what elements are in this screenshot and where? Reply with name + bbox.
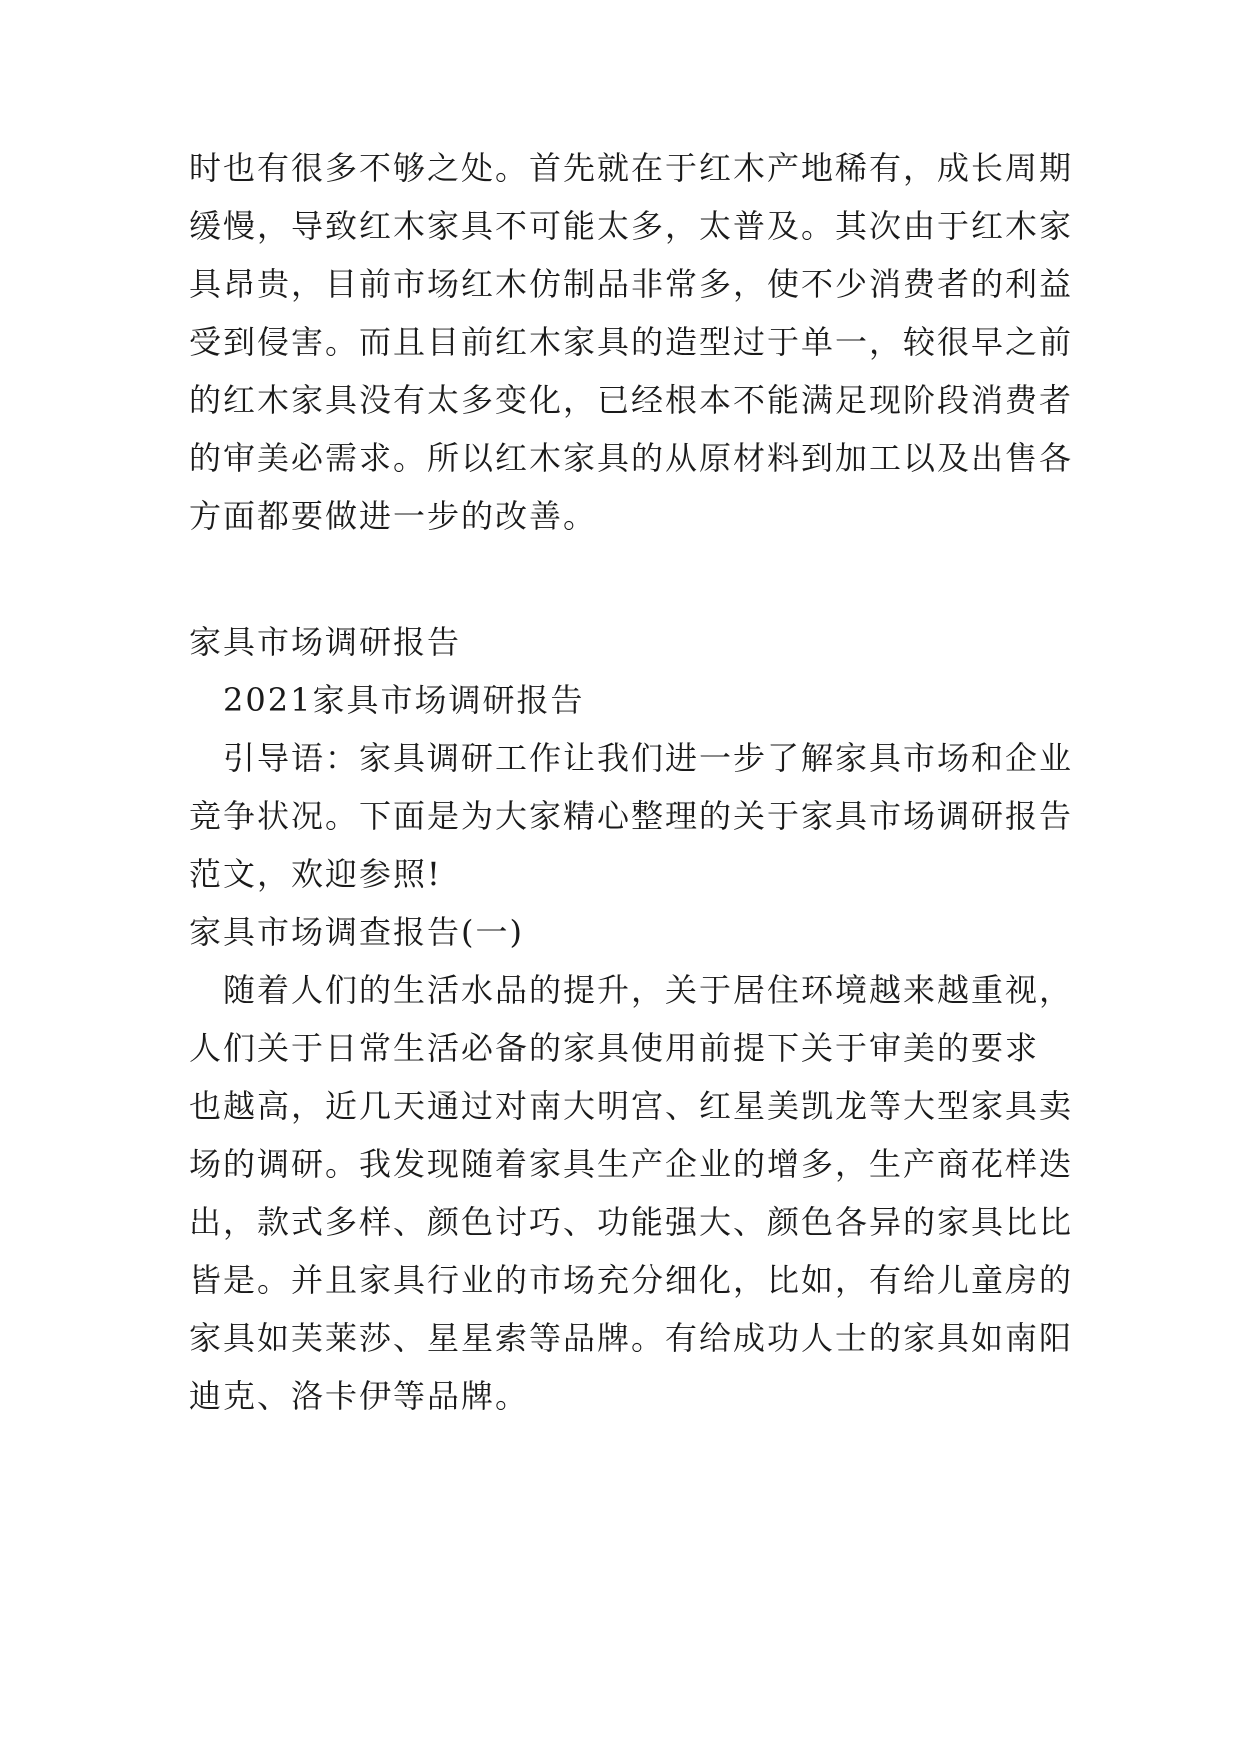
paragraph-line: 场的调研。我发现随着家具生产企业的增多，生产商花样迭 bbox=[189, 1145, 1074, 1183]
paragraph-line: 出，款式多样、颜色讨巧、功能强大、颜色各异的家具比比 bbox=[189, 1203, 1074, 1241]
sub-title: 家具市场调查报告(一) bbox=[189, 913, 524, 951]
paragraph-line: 皆是。并且家具行业的市场充分细化，比如，有给儿童房的 bbox=[189, 1261, 1074, 1299]
paragraph-line: 家具如芙莱莎、星星索等品牌。有给成功人士的家具如南阳 bbox=[189, 1319, 1074, 1357]
paragraph-line: 也越高，近几天通过对南大明宫、红星美凯龙等大型家具卖 bbox=[189, 1087, 1074, 1125]
intro-line: 引导语：家具调研工作让我们进一步了解家具市场和企业 bbox=[223, 739, 1074, 777]
paragraph-line: 的红木家具没有太多变化，已经根本不能满足现阶段消费者 bbox=[189, 381, 1074, 419]
paragraph-line: 方面都要做进一步的改善。 bbox=[189, 497, 598, 535]
paragraph-line: 时也有很多不够之处。首先就在于红木产地稀有，成长周期 bbox=[189, 149, 1074, 187]
intro-line: 范文，欢迎参照! bbox=[189, 855, 442, 893]
paragraph-line: 具昂贵，目前市场红木仿制品非常多，使不少消费者的利益 bbox=[189, 265, 1074, 303]
intro-line: 竞争状况。下面是为大家精心整理的关于家具市场调研报告 bbox=[189, 797, 1074, 835]
paragraph-line: 受到侵害。而且目前红木家具的造型过于单一，较很早之前 bbox=[189, 323, 1074, 361]
paragraph-line: 随着人们的生活水品的提升，关于居住环境越来越重视， bbox=[223, 971, 1074, 1009]
document-title: 2021家具市场调研报告 bbox=[223, 681, 585, 719]
paragraph-line: 缓慢，导致红木家具不可能太多，太普及。其次由于红木家 bbox=[189, 207, 1074, 245]
section-title: 家具市场调研报告 bbox=[189, 623, 462, 661]
paragraph-line: 人们关于日常生活必备的家具使用前提下关于审美的要求 bbox=[189, 1029, 1040, 1067]
paragraph-line: 迪克、洛卡伊等品牌。 bbox=[189, 1377, 530, 1415]
paragraph-line: 的审美必需求。所以红木家具的从原材料到加工以及出售各 bbox=[189, 439, 1074, 477]
